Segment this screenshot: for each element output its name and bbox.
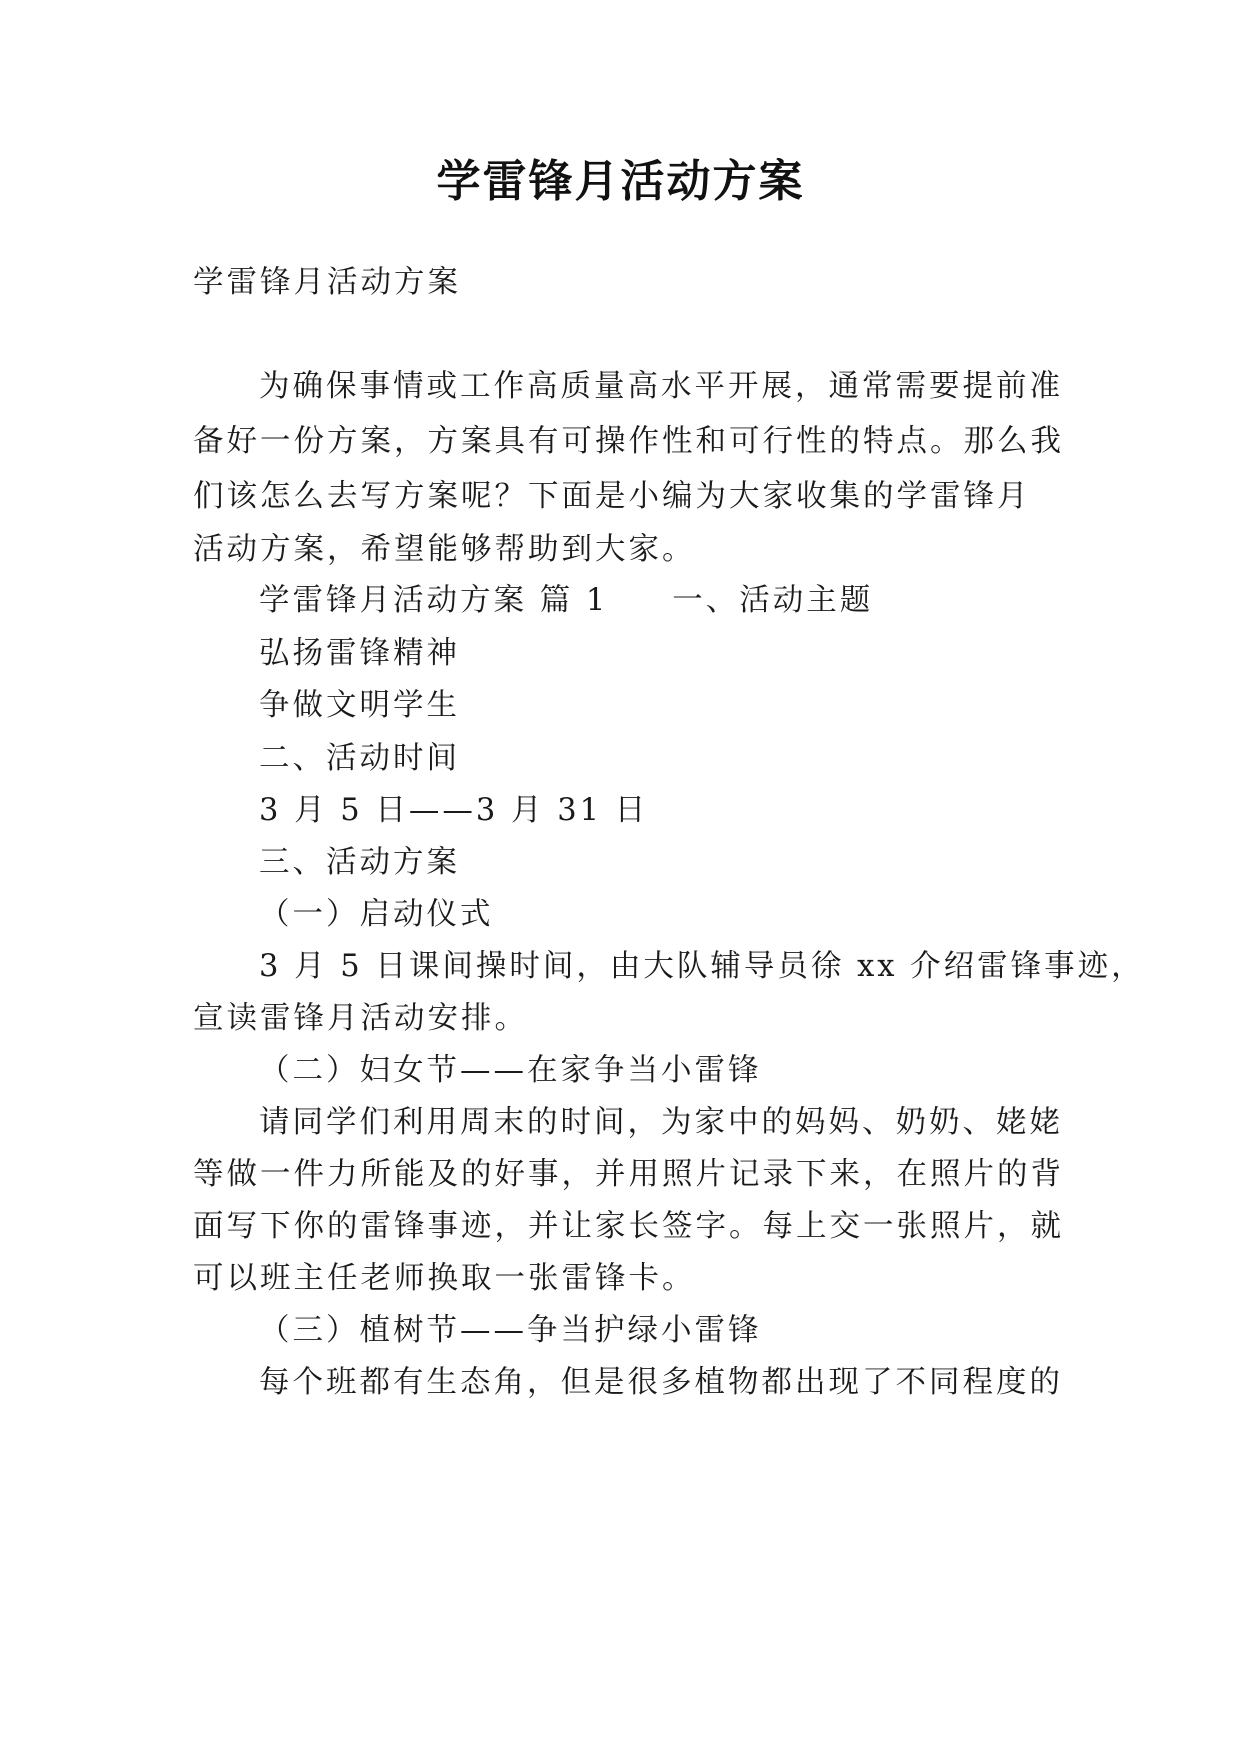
time-heading: 二、活动时间 <box>259 741 460 776</box>
plan-2-body-line-3: 面写下你的雷锋事迹，并让家长签字。每上交一张照片，就 <box>193 1209 1064 1244</box>
plan-1-body-line-1: 3 月 5 日课间操时间，由大队辅导员徐 xx 介绍雷锋事迹， <box>259 949 1145 984</box>
plan-heading: 三、活动方案 <box>259 845 460 880</box>
plan-3-heading: （三）植树节——争当护绿小雷锋 <box>259 1313 762 1348</box>
time-value: 3 月 5 日——3 月 31 日 <box>259 793 649 828</box>
plan-2-body-line-4: 可以班主任老师换取一张雷锋卡。 <box>193 1261 696 1296</box>
document-subtitle: 学雷锋月活动方案 <box>193 265 461 300</box>
plan-2-heading: （二）妇女节——在家争当小雷锋 <box>259 1053 762 1088</box>
plan-3-body-line-1: 每个班都有生态角，但是很多植物都出现了不同程度的 <box>259 1365 1063 1400</box>
document-title: 学雷锋月活动方案 <box>436 156 805 207</box>
theme-line-1: 弘扬雷锋精神 <box>259 636 460 671</box>
intro-line-1: 为确保事情或工作高质量高水平开展，通常需要提前准 <box>259 369 1063 404</box>
plan-2-body-line-2: 等做一件力所能及的好事，并用照片记录下来，在照片的背 <box>193 1157 1064 1192</box>
intro-line-4: 活动方案，希望能够帮助到大家。 <box>193 532 696 567</box>
plan-2-body-line-1: 请同学们利用周末的时间，为家中的妈妈、奶奶、姥姥 <box>259 1105 1063 1140</box>
section-heading-row <box>259 572 1119 630</box>
section-heading-left: 学雷锋月活动方案 篇 1 <box>259 583 609 618</box>
section-heading-right: 一、活动主题 <box>672 583 874 618</box>
theme-line-2: 争做文明学生 <box>259 688 460 723</box>
intro-line-2: 备好一份方案，方案具有可操作性和可行性的特点。那么我 <box>193 424 1064 459</box>
plan-1-body-line-2: 宣读雷锋月活动安排。 <box>193 1001 528 1036</box>
intro-line-3: 们该怎么去写方案呢？下面是小编为大家收集的学雷锋月 <box>193 479 1031 514</box>
plan-1-heading: （一）启动仪式 <box>259 897 494 932</box>
